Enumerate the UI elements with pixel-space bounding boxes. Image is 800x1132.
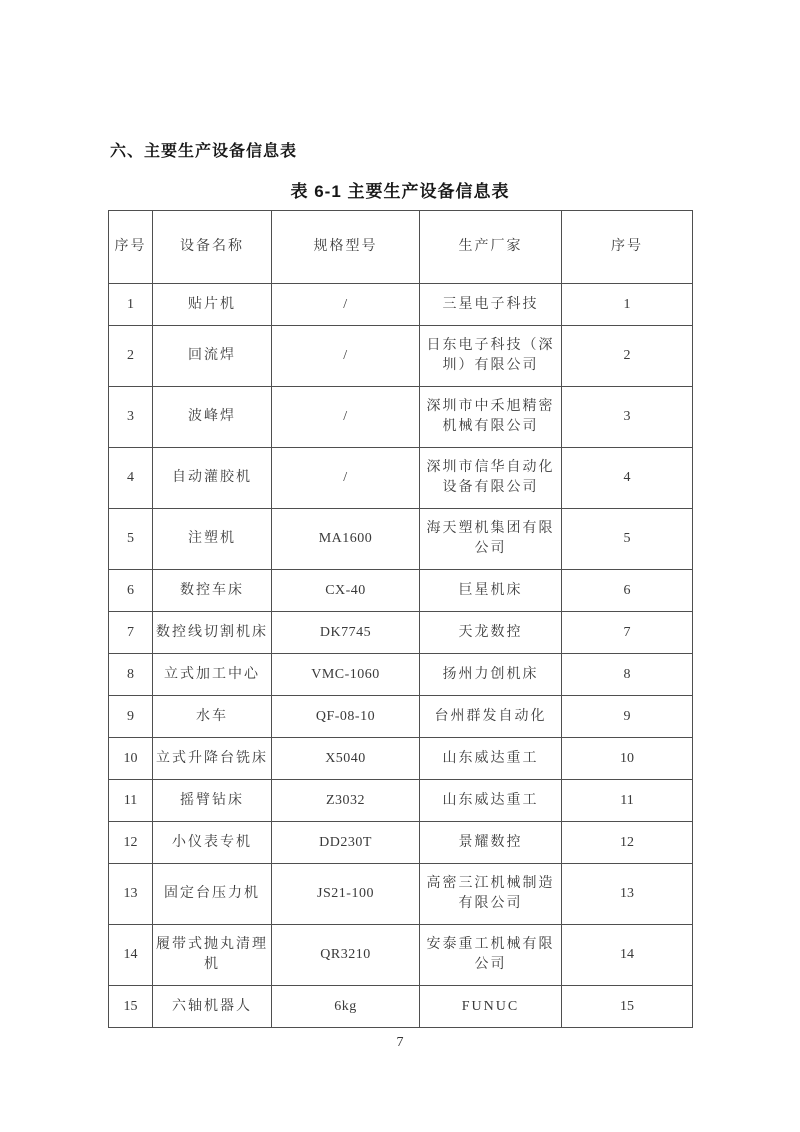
table-row — [109, 696, 693, 738]
table-row — [109, 925, 693, 986]
page-number: 7 — [396, 1035, 404, 1050]
spec-model: JS21-100 — [272, 864, 420, 925]
manufacturer: 安泰重工机械有限公司 — [420, 925, 562, 986]
table-row — [109, 570, 693, 612]
manufacturer: 天龙数控 — [420, 612, 562, 654]
row-index: 2 — [109, 326, 153, 387]
row-index-2: 5 — [562, 509, 693, 570]
equipment-name: 波峰焊 — [153, 387, 272, 448]
row-index: 3 — [109, 387, 153, 448]
manufacturer: 海天塑机集团有限公司 — [420, 509, 562, 570]
spec-model: QF-08-10 — [272, 696, 420, 738]
equipment-name: 数控车床 — [153, 570, 272, 612]
manufacturer: 深圳市中禾旭精密机械有限公司 — [420, 387, 562, 448]
table-header-row — [109, 211, 693, 284]
table-row — [109, 387, 693, 448]
row-index-2: 15 — [562, 986, 693, 1028]
spec-model: X5040 — [272, 738, 420, 780]
row-index: 6 — [109, 570, 153, 612]
row-index-2: 9 — [562, 696, 693, 738]
table-body — [109, 284, 693, 1028]
spec-model: / — [272, 326, 420, 387]
table-row — [109, 822, 693, 864]
row-index: 12 — [109, 822, 153, 864]
equipment-name: 水车 — [153, 696, 272, 738]
row-index-2: 4 — [562, 448, 693, 509]
table-row — [109, 326, 693, 387]
row-index: 8 — [109, 654, 153, 696]
spec-model: Z3032 — [272, 780, 420, 822]
row-index-2: 6 — [562, 570, 693, 612]
row-index: 14 — [109, 925, 153, 986]
spec-model: / — [272, 448, 420, 509]
row-index-2: 10 — [562, 738, 693, 780]
equipment-name: 注塑机 — [153, 509, 272, 570]
col-header-manufacturer: 生产厂家 — [420, 211, 562, 284]
manufacturer: FUNUC — [420, 986, 562, 1028]
row-index: 13 — [109, 864, 153, 925]
equipment-name: 摇臂钻床 — [153, 780, 272, 822]
row-index-2: 12 — [562, 822, 693, 864]
manufacturer: 山东威达重工 — [420, 780, 562, 822]
table-row — [109, 738, 693, 780]
manufacturer: 高密三江机械制造有限公司 — [420, 864, 562, 925]
table-row — [109, 654, 693, 696]
equipment-name: 自动灌胶机 — [153, 448, 272, 509]
row-index: 11 — [109, 780, 153, 822]
spec-model: DD230T — [272, 822, 420, 864]
table-row — [109, 864, 693, 925]
equipment-name: 六轴机器人 — [153, 986, 272, 1028]
col-header-index: 序号 — [109, 211, 153, 284]
equipment-table — [108, 210, 693, 1028]
table-row — [109, 986, 693, 1028]
row-index: 4 — [109, 448, 153, 509]
row-index: 1 — [109, 284, 153, 326]
row-index-2: 11 — [562, 780, 693, 822]
manufacturer: 深圳市信华自动化设备有限公司 — [420, 448, 562, 509]
manufacturer: 扬州力创机床 — [420, 654, 562, 696]
section-heading: 六、主要生产设备信息表 — [110, 143, 298, 160]
equipment-name: 回流焊 — [153, 326, 272, 387]
manufacturer: 景耀数控 — [420, 822, 562, 864]
manufacturer: 日东电子科技（深圳）有限公司 — [420, 326, 562, 387]
row-index: 10 — [109, 738, 153, 780]
spec-model: / — [272, 387, 420, 448]
equipment-name: 立式升降台铣床 — [153, 738, 272, 780]
col-header-index-2: 序号 — [562, 211, 693, 284]
row-index-2: 2 — [562, 326, 693, 387]
spec-model: VMC-1060 — [272, 654, 420, 696]
manufacturer: 山东威达重工 — [420, 738, 562, 780]
col-header-equipment: 设备名称 — [153, 211, 272, 284]
equipment-name: 数控线切割机床 — [153, 612, 272, 654]
manufacturer: 台州群发自动化 — [420, 696, 562, 738]
spec-model: QR3210 — [272, 925, 420, 986]
table-row — [109, 612, 693, 654]
row-index: 9 — [109, 696, 153, 738]
spec-model: CX-40 — [272, 570, 420, 612]
spec-model: 6kg — [272, 986, 420, 1028]
spec-model: MA1600 — [272, 509, 420, 570]
equipment-name: 固定台压力机 — [153, 864, 272, 925]
row-index: 7 — [109, 612, 153, 654]
table-row — [109, 780, 693, 822]
row-index-2: 1 — [562, 284, 693, 326]
table-row — [109, 284, 693, 326]
row-index-2: 8 — [562, 654, 693, 696]
equipment-name: 立式加工中心 — [153, 654, 272, 696]
row-index: 15 — [109, 986, 153, 1028]
equipment-name: 贴片机 — [153, 284, 272, 326]
row-index-2: 14 — [562, 925, 693, 986]
equipment-name: 履带式抛丸清理机 — [153, 925, 272, 986]
table-row — [109, 509, 693, 570]
spec-model: / — [272, 284, 420, 326]
row-index-2: 3 — [562, 387, 693, 448]
manufacturer: 三星电子科技 — [420, 284, 562, 326]
equipment-name: 小仪表专机 — [153, 822, 272, 864]
row-index: 5 — [109, 509, 153, 570]
manufacturer: 巨星机床 — [420, 570, 562, 612]
col-header-spec: 规格型号 — [272, 211, 420, 284]
spec-model: DK7745 — [272, 612, 420, 654]
row-index-2: 7 — [562, 612, 693, 654]
table-row — [109, 448, 693, 509]
row-index-2: 13 — [562, 864, 693, 925]
table-title: 表 6-1 主要生产设备信息表 — [290, 182, 510, 201]
